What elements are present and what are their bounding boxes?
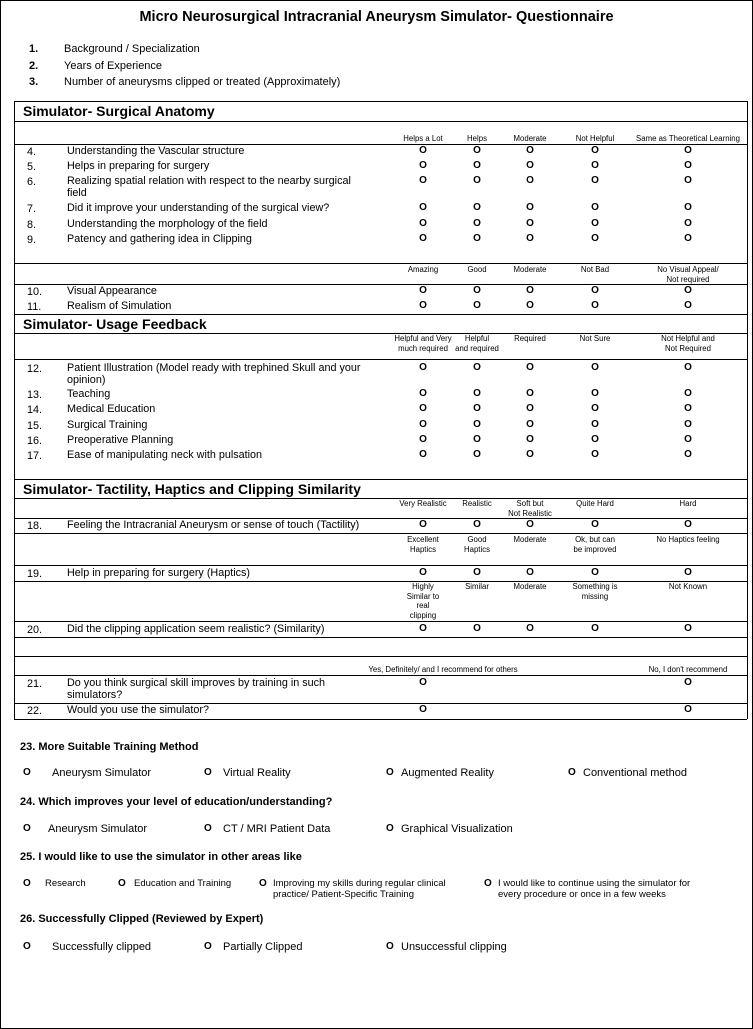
scale-header: Realistic — [462, 499, 492, 508]
question-number: 8. — [27, 219, 37, 231]
question-text: Background / Specialization — [64, 43, 200, 55]
question-number: 4. — [27, 146, 37, 158]
radio-option[interactable]: O — [204, 941, 212, 952]
scale-header: Something is missing — [572, 582, 618, 601]
question-number: 17. — [27, 450, 43, 462]
radio-option[interactable]: O — [526, 388, 534, 399]
radio-option[interactable]: O — [591, 567, 599, 578]
radio-option[interactable]: O — [23, 878, 31, 889]
scale-header: Moderate — [513, 535, 547, 544]
scale-header: Moderate — [513, 134, 547, 143]
question-number: 6. — [27, 176, 37, 188]
question-number: 12. — [27, 363, 43, 375]
radio-option[interactable]: O — [473, 160, 481, 171]
scale-header: Not Helpful and Not Required — [661, 334, 715, 353]
question-text: Helps in preparing for surgery — [67, 160, 210, 172]
scale-header: Not Bad — [580, 265, 610, 274]
radio-option[interactable]: O — [591, 449, 599, 460]
radio-option[interactable]: O — [684, 623, 692, 634]
question-text: Help in preparing for surgery (Haptics) — [67, 567, 251, 579]
question-number: 22. — [27, 705, 43, 717]
radio-option[interactable]: O — [419, 145, 427, 156]
radio-option[interactable]: O — [684, 449, 692, 460]
radio-option[interactable]: O — [684, 434, 692, 445]
option-label: Aneurysm Simulator — [52, 767, 152, 779]
scale-header: Moderate — [513, 582, 547, 591]
scale-header: Not Helpful — [575, 134, 615, 143]
radio-option[interactable]: O — [591, 434, 599, 445]
question-number: 20. — [27, 624, 43, 636]
question-text: Years of Experience — [64, 60, 163, 72]
radio-option[interactable]: O — [526, 233, 534, 244]
divider — [14, 359, 747, 360]
radio-option[interactable]: O — [473, 145, 481, 156]
radio-option[interactable]: O — [684, 285, 692, 296]
scale-header: Helps a Lot — [403, 134, 443, 143]
radio-option[interactable]: O — [204, 767, 212, 778]
radio-option[interactable]: O — [473, 362, 481, 373]
question-text: Did the clipping application seem realistic? (Similarity) — [67, 623, 325, 635]
radio-option[interactable]: O — [684, 403, 692, 414]
question-text: Teaching — [67, 388, 111, 400]
question-text: Realizing spatial relation with respect to the nearby surgical field — [67, 175, 351, 199]
radio-option[interactable]: O — [684, 175, 692, 186]
scale-header: Moderate — [513, 265, 547, 274]
question-text: Patient Illustration (Model ready with trephined Skull and your opinion) — [67, 362, 361, 386]
divider — [14, 533, 747, 534]
radio-option[interactable]: O — [684, 202, 692, 213]
scale-header: Highly Similar to real clipping — [406, 582, 440, 620]
question-title: 24. Which improves your level of education/understanding? — [20, 796, 333, 808]
scale-header: Hard — [679, 499, 697, 508]
radio-option[interactable]: O — [684, 677, 692, 688]
page-title: Micro Neurosurgical Intracranial Aneurysm Simulator- Questionnaire — [139, 9, 614, 25]
radio-option[interactable]: O — [473, 403, 481, 414]
radio-option[interactable]: O — [473, 202, 481, 213]
question-text: Ease of manipulating neck with pulsation — [67, 449, 263, 461]
radio-option[interactable]: O — [526, 202, 534, 213]
radio-option[interactable]: O — [526, 300, 534, 311]
radio-option[interactable]: O — [419, 677, 427, 688]
scale-header: Similar — [465, 582, 489, 591]
radio-option[interactable]: O — [591, 419, 599, 430]
question-number: 21. — [27, 678, 43, 690]
option-label: Improving my skills during regular clinical practice/ Patient-Specific Training — [273, 878, 446, 900]
question-number: 7. — [27, 203, 37, 215]
question-number: 10. — [27, 286, 43, 298]
scale-header: No Haptics feeling — [656, 535, 720, 544]
radio-option[interactable]: O — [473, 233, 481, 244]
scale-header: Required — [514, 334, 546, 343]
scale-header: Quite Hard — [576, 499, 614, 508]
radio-option[interactable]: O — [526, 434, 534, 445]
question-text: Feeling the Intracranial Aneurysm or sense of touch (Tactility) — [67, 519, 360, 531]
radio-option[interactable]: O — [591, 623, 599, 634]
radio-option[interactable]: O — [419, 202, 427, 213]
question-number: 15. — [27, 420, 43, 432]
question-text: Understanding the Vascular structure — [67, 145, 245, 157]
radio-option[interactable]: O — [419, 567, 427, 578]
radio-option[interactable]: O — [386, 941, 394, 952]
radio-option[interactable]: O — [591, 233, 599, 244]
radio-option[interactable]: O — [591, 403, 599, 414]
section-title: Simulator- Surgical Anatomy — [23, 103, 215, 119]
scale-header: No, I don't recommend — [648, 665, 728, 674]
radio-option[interactable]: O — [473, 300, 481, 311]
radio-option[interactable]: O — [419, 403, 427, 414]
radio-option[interactable]: O — [473, 567, 481, 578]
radio-option[interactable]: O — [419, 218, 427, 229]
radio-option[interactable]: O — [568, 767, 576, 778]
question-number: 16. — [27, 435, 43, 447]
question-number: 1. — [29, 43, 39, 55]
option-label: Unsuccessful clipping — [401, 941, 507, 953]
radio-option[interactable]: O — [526, 419, 534, 430]
option-label: Research — [45, 878, 86, 889]
radio-option[interactable]: O — [473, 449, 481, 460]
divider — [14, 621, 747, 622]
radio-option[interactable]: O — [484, 878, 492, 889]
scale-header: Yes, Definitely/ and I recommend for others — [368, 665, 518, 674]
option-label: Education and Training — [134, 878, 232, 889]
radio-option[interactable]: O — [23, 767, 31, 778]
radio-option[interactable]: O — [684, 419, 692, 430]
section-title: Simulator- Usage Feedback — [23, 316, 207, 332]
radio-option[interactable]: O — [118, 878, 126, 889]
radio-option[interactable]: O — [684, 233, 692, 244]
scale-header: Amazing — [407, 265, 439, 274]
radio-option[interactable]: O — [526, 623, 534, 634]
scale-header: Soft but Not Realistic — [508, 499, 552, 518]
radio-option[interactable]: O — [591, 175, 599, 186]
question-text: Would you use the simulator? — [67, 704, 210, 716]
question-text: Visual Appearance — [67, 285, 157, 297]
radio-option[interactable]: O — [684, 519, 692, 530]
question-number: 9. — [27, 234, 37, 246]
option-label: Virtual Reality — [223, 767, 291, 779]
scale-header: Helpful and required — [455, 334, 499, 353]
radio-option[interactable]: O — [526, 519, 534, 530]
option-label: Aneurysm Simulator — [48, 823, 148, 835]
question-number: 2. — [29, 60, 39, 72]
scale-header: Ok, but can be improved — [573, 535, 617, 554]
radio-option[interactable]: O — [23, 941, 31, 952]
question-text: Medical Education — [67, 403, 156, 415]
radio-option[interactable]: O — [684, 362, 692, 373]
scale-header: Not Sure — [579, 334, 611, 343]
divider — [14, 656, 747, 657]
question-text: Realism of Simulation — [67, 300, 172, 312]
radio-option[interactable]: O — [473, 419, 481, 430]
radio-option[interactable]: O — [591, 145, 599, 156]
radio-option[interactable]: O — [591, 519, 599, 530]
scale-header: Excellent Haptics — [407, 535, 439, 554]
radio-option[interactable]: O — [684, 388, 692, 399]
question-title: 23. More Suitable Training Method — [20, 741, 199, 753]
divider — [14, 565, 747, 566]
radio-option[interactable]: O — [684, 300, 692, 311]
divider — [14, 498, 747, 499]
radio-option[interactable]: O — [591, 218, 599, 229]
radio-option[interactable]: O — [684, 145, 692, 156]
question-text: Number of aneurysms clipped or treated (Approximately) — [64, 76, 341, 88]
scale-header: Helpful and Very much required — [394, 334, 452, 353]
radio-option[interactable]: O — [419, 160, 427, 171]
radio-option[interactable]: O — [259, 878, 267, 889]
divider — [14, 479, 747, 480]
scale-header: Not Known — [668, 582, 708, 591]
option-label: Conventional method — [583, 767, 687, 779]
question-text: Do you think surgical skill improves by training in such simulators? — [67, 677, 326, 701]
scale-header: Very Realistic — [399, 499, 447, 508]
radio-option[interactable]: O — [23, 823, 31, 834]
radio-option[interactable]: O — [591, 362, 599, 373]
section-title: Simulator- Tactility, Haptics and Clipping Similarity — [23, 481, 361, 497]
divider — [14, 637, 747, 638]
radio-option[interactable]: O — [526, 567, 534, 578]
question-text: Did it improve your understanding of the surgical view? — [67, 202, 330, 214]
radio-option[interactable]: O — [419, 704, 427, 715]
divider — [14, 333, 747, 334]
question-text: Patency and gathering idea in Clipping — [67, 233, 252, 245]
radio-option[interactable]: O — [419, 623, 427, 634]
divider — [14, 101, 15, 719]
radio-option[interactable]: O — [419, 285, 427, 296]
radio-option[interactable]: O — [419, 449, 427, 460]
divider — [14, 263, 747, 264]
question-number: 18. — [27, 520, 43, 532]
radio-option[interactable]: O — [591, 388, 599, 399]
radio-option[interactable]: O — [419, 519, 427, 530]
radio-option[interactable]: O — [473, 218, 481, 229]
scale-header: Same as Theoretical Learning — [636, 134, 740, 143]
radio-option[interactable]: O — [473, 434, 481, 445]
question-text: Understanding the morphology of the field — [67, 218, 268, 230]
radio-option[interactable]: O — [473, 519, 481, 530]
option-label: Partially Clipped — [223, 941, 303, 953]
question-text: Surgical Training — [67, 419, 148, 431]
radio-option[interactable]: O — [473, 175, 481, 186]
radio-option[interactable]: O — [591, 202, 599, 213]
radio-option[interactable]: O — [526, 449, 534, 460]
radio-option[interactable]: O — [684, 567, 692, 578]
radio-option[interactable]: O — [419, 300, 427, 311]
option-label: Augmented Reality — [401, 767, 494, 779]
scale-header: Good Haptics — [464, 535, 490, 554]
radio-option[interactable]: O — [204, 823, 212, 834]
radio-option[interactable]: O — [419, 175, 427, 186]
radio-option[interactable]: O — [419, 233, 427, 244]
option-label: CT / MRI Patient Data — [223, 823, 331, 835]
radio-option[interactable]: O — [526, 160, 534, 171]
question-number: 13. — [27, 389, 43, 401]
radio-option[interactable]: O — [526, 175, 534, 186]
radio-option[interactable]: O — [684, 704, 692, 715]
question-number: 11. — [27, 301, 42, 313]
radio-option[interactable]: O — [473, 623, 481, 634]
radio-option[interactable]: O — [526, 403, 534, 414]
radio-option[interactable]: O — [591, 300, 599, 311]
divider — [14, 314, 747, 315]
radio-option[interactable]: O — [473, 388, 481, 399]
question-title: 26. Successfully Clipped (Reviewed by Expert) — [20, 913, 264, 925]
divider — [14, 101, 747, 102]
divider — [14, 581, 747, 582]
radio-option[interactable]: O — [684, 218, 692, 229]
radio-option[interactable]: O — [591, 285, 599, 296]
option-label: Graphical Visualization — [401, 823, 513, 835]
question-number: 5. — [27, 161, 37, 173]
radio-option[interactable]: O — [526, 218, 534, 229]
question-number: 19. — [27, 568, 43, 580]
option-label: Successfully clipped — [52, 941, 152, 953]
radio-option[interactable]: O — [526, 285, 534, 296]
divider — [14, 719, 747, 720]
scale-header: Helps — [467, 134, 487, 143]
option-label: I would like to continue using the simulator for every procedure or once in a few weeks — [498, 878, 691, 900]
radio-option[interactable]: O — [591, 160, 599, 171]
scale-header: No Visual Appeal/ Not required — [657, 265, 719, 284]
radio-option[interactable]: O — [386, 767, 394, 778]
radio-option[interactable]: O — [526, 145, 534, 156]
radio-option[interactable]: O — [386, 823, 394, 834]
question-number: 3. — [29, 76, 39, 88]
radio-option[interactable]: O — [419, 362, 427, 373]
scale-header: Good — [467, 265, 487, 274]
radio-option[interactable]: O — [684, 160, 692, 171]
question-text: Preoperative Planning — [67, 434, 174, 446]
radio-option[interactable]: O — [419, 419, 427, 430]
radio-option[interactable]: O — [526, 362, 534, 373]
divider — [14, 675, 747, 676]
divider — [14, 121, 747, 122]
radio-option[interactable]: O — [473, 285, 481, 296]
radio-option[interactable]: O — [419, 388, 427, 399]
radio-option[interactable]: O — [419, 434, 427, 445]
divider — [747, 101, 748, 719]
question-number: 14. — [27, 404, 43, 416]
question-title: 25. I would like to use the simulator in other areas like — [20, 851, 302, 863]
